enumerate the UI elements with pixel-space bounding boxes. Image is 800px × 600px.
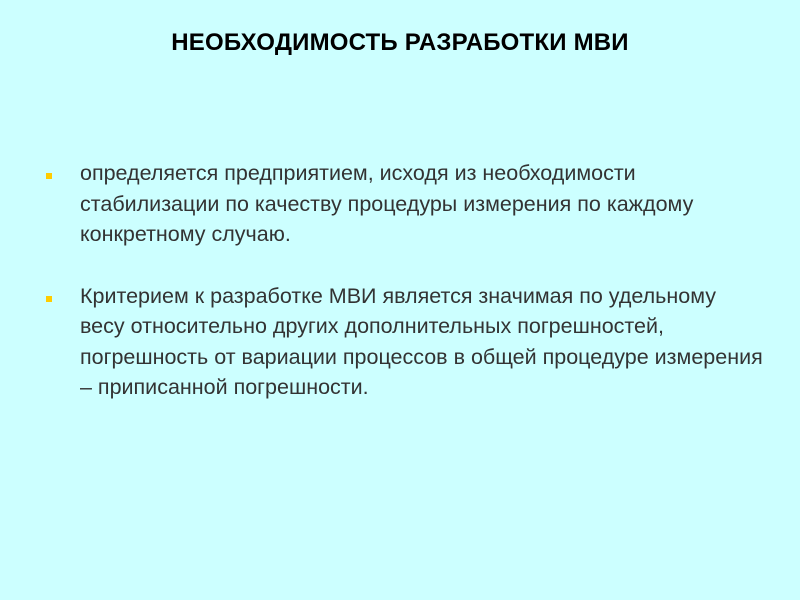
- bullet-text: Критерием к разработке МВИ является значимая по удельному весу относительно других дополнительных погрешностей, погрешность от вариации процессов в общей процедуре измерения – приписанной погрешности.: [80, 283, 763, 399]
- bullet-item: [46, 158, 766, 250]
- square-bullet-icon: [46, 173, 52, 179]
- bullet-list: [46, 158, 766, 403]
- bullet-item: [46, 281, 766, 403]
- square-bullet-icon: [46, 296, 52, 302]
- bullet-text: определяется предприятием, исходя из необходимости стабилизации по качеству процедуры измерения по каждому конкретному случаю.: [80, 161, 694, 246]
- slide-title: НЕОБХОДИМОСТЬ РАЗРАБОТКИ МВИ: [171, 29, 629, 56]
